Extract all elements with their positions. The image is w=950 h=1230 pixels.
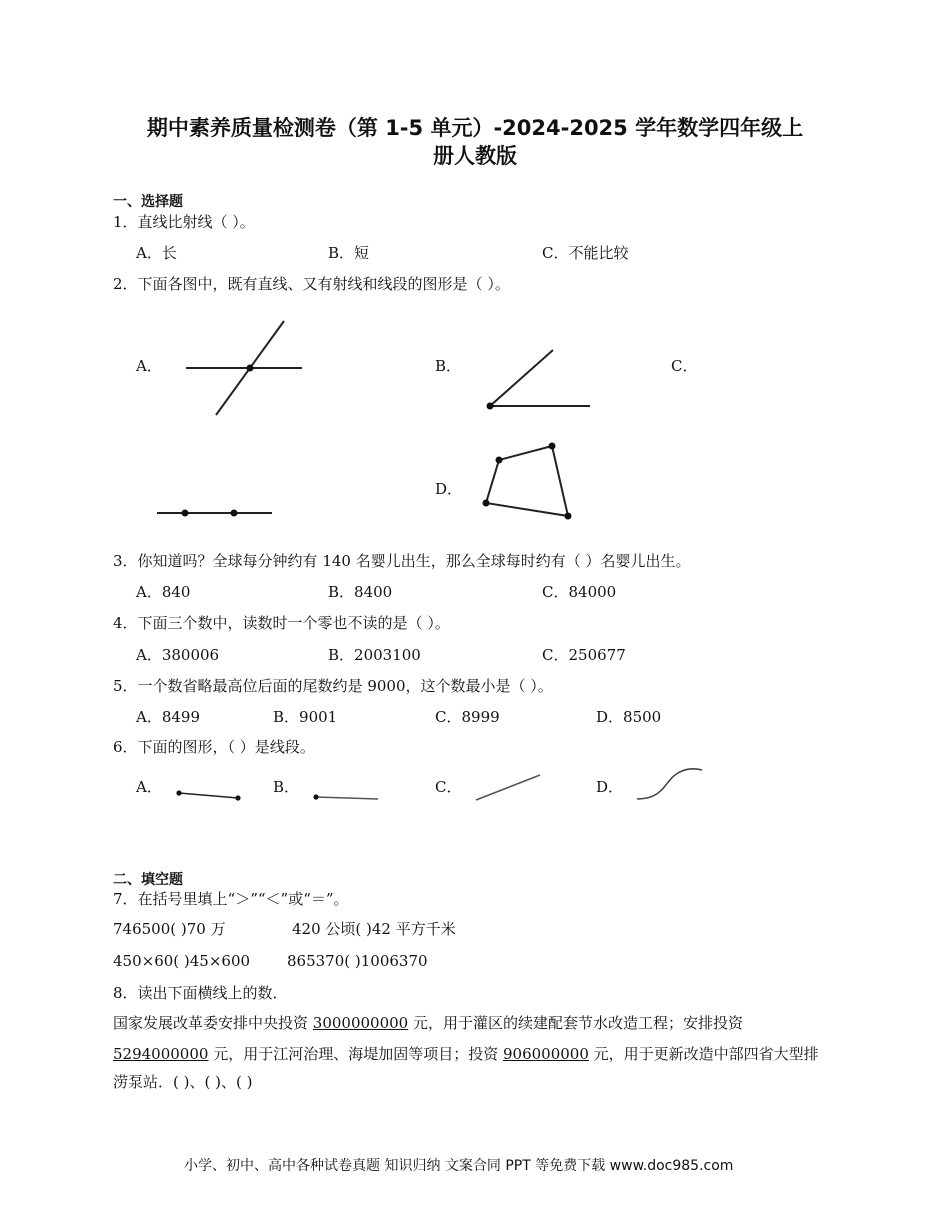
question-4-option-c[interactable]: C．250677 [542, 646, 626, 664]
question-7-compare-4[interactable]: 865370( )1006370 [287, 952, 428, 970]
question-2-option-b[interactable]: B． [435, 357, 462, 375]
question-8-answer-blanks[interactable]: 涝泵站．( )、( )、( ) [113, 1073, 253, 1091]
figure-2b-angle [487, 350, 591, 410]
question-4-option-b[interactable]: B．2003100 [328, 646, 421, 664]
question-3-option-b[interactable]: B．8400 [328, 583, 393, 601]
question-2-stem: 2．下面各图中，既有直线、又有射线和线段的图形是（ ）。 [113, 275, 510, 293]
section-heading-choice: 一、选择题 [113, 194, 183, 210]
question-6-option-a[interactable]: A． [136, 778, 162, 796]
question-1-option-c[interactable]: C．不能比较 [542, 244, 629, 262]
question-5-option-a[interactable]: A．8499 [136, 708, 201, 726]
q8-text-1b: 元，用于灌区的续建配套节水改造工程；安排投资 [408, 1014, 743, 1032]
q8-text-1a: 国家发展改革委安排中央投资 [113, 1014, 313, 1032]
question-6-option-b[interactable]: B． [273, 778, 300, 796]
q8-number-2: 5294000000 [113, 1045, 209, 1063]
question-7-compare-3[interactable]: 450×60( )45×600 [113, 952, 251, 970]
question-4-option-a[interactable]: A．380006 [136, 646, 220, 664]
question-6-option-d[interactable]: D． [596, 778, 624, 796]
figure-6d-curve [637, 769, 702, 799]
question-2-option-a[interactable]: A． [136, 357, 162, 375]
question-8-paragraph-line-2 [113, 1047, 819, 1062]
figure-6b-ray [313, 794, 378, 799]
question-2-option-d[interactable]: D． [435, 480, 463, 498]
figure-2c-line-two-points [157, 510, 272, 517]
question-6-option-c[interactable]: C． [435, 778, 462, 796]
q8-number-1: 3000000000 [312, 1014, 409, 1032]
figure-6a-segment [176, 790, 240, 800]
q8-number-3: 906000000 [502, 1045, 589, 1063]
question-1-stem: 1．直线比射线（ ）。 [113, 213, 255, 231]
question-5-option-d[interactable]: D．8500 [596, 708, 662, 726]
question-7-compare-1[interactable]: 746500( )70 万 [113, 920, 226, 938]
footer-text: 小学、初中、高中各种试卷真题 知识归纳 文案合同 PPT 等免费下载 www.doc985.com [184, 1158, 734, 1174]
question-5-stem: 5．一个数省略最高位后面的尾数约是 9000，这个数最小是（ ）。 [113, 677, 553, 695]
section-heading-fill: 二、填空题 [113, 872, 183, 888]
page-title-line2: 册人教版 [433, 144, 517, 168]
q8-text-2b: 元，用于江河治理、海堤加固等项目；投资 [208, 1045, 503, 1063]
question-3-option-c[interactable]: C．84000 [542, 583, 617, 601]
question-7-stem: 7．在括号里填上“＞”“＜”或“＝”。 [113, 890, 349, 908]
question-8-stem: 8．读出下面横线上的数． [113, 984, 288, 1002]
question-5-option-b[interactable]: B．9001 [273, 708, 338, 726]
question-5-option-c[interactable]: C．8999 [435, 708, 500, 726]
question-1-option-a[interactable]: A．长 [136, 244, 177, 262]
figure-6c-line [476, 775, 540, 800]
figure-2d-quadrilateral [483, 443, 572, 520]
question-6-stem: 6．下面的图形，（ ）是线段。 [113, 738, 315, 756]
question-3-stem: 3．你知道吗？全球每分钟约有 140 名婴儿出生，那么全球每时约有（ ）名婴儿出生。 [113, 552, 691, 570]
question-7-compare-2[interactable]: 420 公顷( )42 平方千米 [292, 920, 456, 938]
page-title-line1: 期中素养质量检测卷（第 1-5 单元）-2024-2025 学年数学四年级上 [146, 116, 804, 140]
question-1-option-b[interactable]: B．短 [328, 244, 370, 262]
question-3-option-a[interactable]: A．840 [136, 583, 191, 601]
q8-text-2c: 元，用于更新改造中部四省大型排 [588, 1045, 819, 1063]
question-8-paragraph-line-1 [113, 1016, 743, 1031]
question-4-stem: 4．下面三个数中，读数时一个零也不读的是（ ）。 [113, 614, 450, 632]
figure-2a-intersecting-lines [186, 321, 302, 415]
question-2-option-c[interactable]: C． [671, 357, 698, 375]
